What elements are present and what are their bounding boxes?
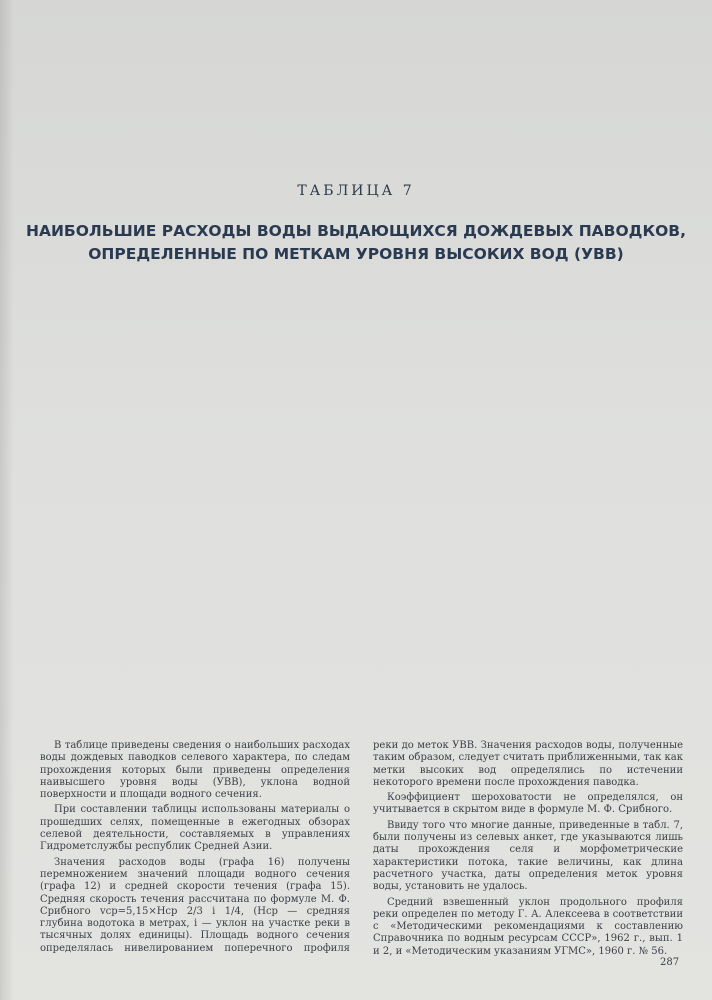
page-number: 287 [660, 957, 680, 968]
page-title [20, 220, 692, 266]
paragraph: Средний взвешенный уклон продольного профиля реки определен по методу Г. А. Алексеева в соответствии с «Методическими рекомендациями к составлению Справочника по водным ресурсам СССР», 1962 г., вып. 1 и 2, и «Методическим указаниям УГМС», 1960 г. № 56. [373, 896, 683, 957]
table-label: ТАБЛИЦА 7 [297, 183, 415, 199]
paragraph: При составлении таблицы использованы материалы о прошедших селях, помещенные в ежегодных обзорах селевой деятельности, составляемых в управлениях Гидрометслужбы республик Средней Азии. [40, 804, 350, 853]
paragraph: Значения расходов воды (графа 16) получены перемножением значений площади водного сечения (графа 12) и средней скорости течения (графа 15). Средняя скорость течения рассчитана по формуле М. Ф. Срибного vср=5,15×Hср 2/3 i 1/4, (Hср — средняя глубина водотока в метрах, i — уклон на участке реки в тысячных долях единицы). Площадь водного сечения определялась нивелированием поперечного профиля реки до меток УВВ. Значения расходов воды, полученные таким образом, следует считать приближенными, так как метки высоких вод определялись по истечении некоторого времени после прохождения паводка. [40, 740, 683, 954]
paragraph: Ввиду того что многие данные, приведенные в табл. 7, были получены из селевых анкет, где указываются лишь даты прохождения селя и морфометрические характеристики потока, такие величины, как длина расчетного участка, даты определения меток уровня воды, установить не удалось. [373, 819, 683, 893]
body-text-columns [40, 740, 683, 958]
title-line-1: НАИБОЛЬШИЕ РАСХОДЫ ВОДЫ ВЫДАЮЩИХСЯ ДОЖДЕВЫХ ПАВОДКОВ, [25, 222, 687, 240]
paragraph: В таблице приведены сведения о наибольших расходах воды дождевых паводков селевого характера, по следам прохождения которых были приведены определения наивысшего уровня воды (УВВ), уклона водной поверхности и площади водного сечения. [40, 740, 350, 801]
title-line-2: ОПРЕДЕЛЕННЫЕ ПО МЕТКАМ УРОВНЯ ВЫСОКИХ ВОД (УВВ) [88, 245, 624, 263]
paragraph: Коэффициент шероховатости не определялся, он учитывается в скрытом виде в формуле М. Ф. Срибного. [373, 792, 683, 816]
